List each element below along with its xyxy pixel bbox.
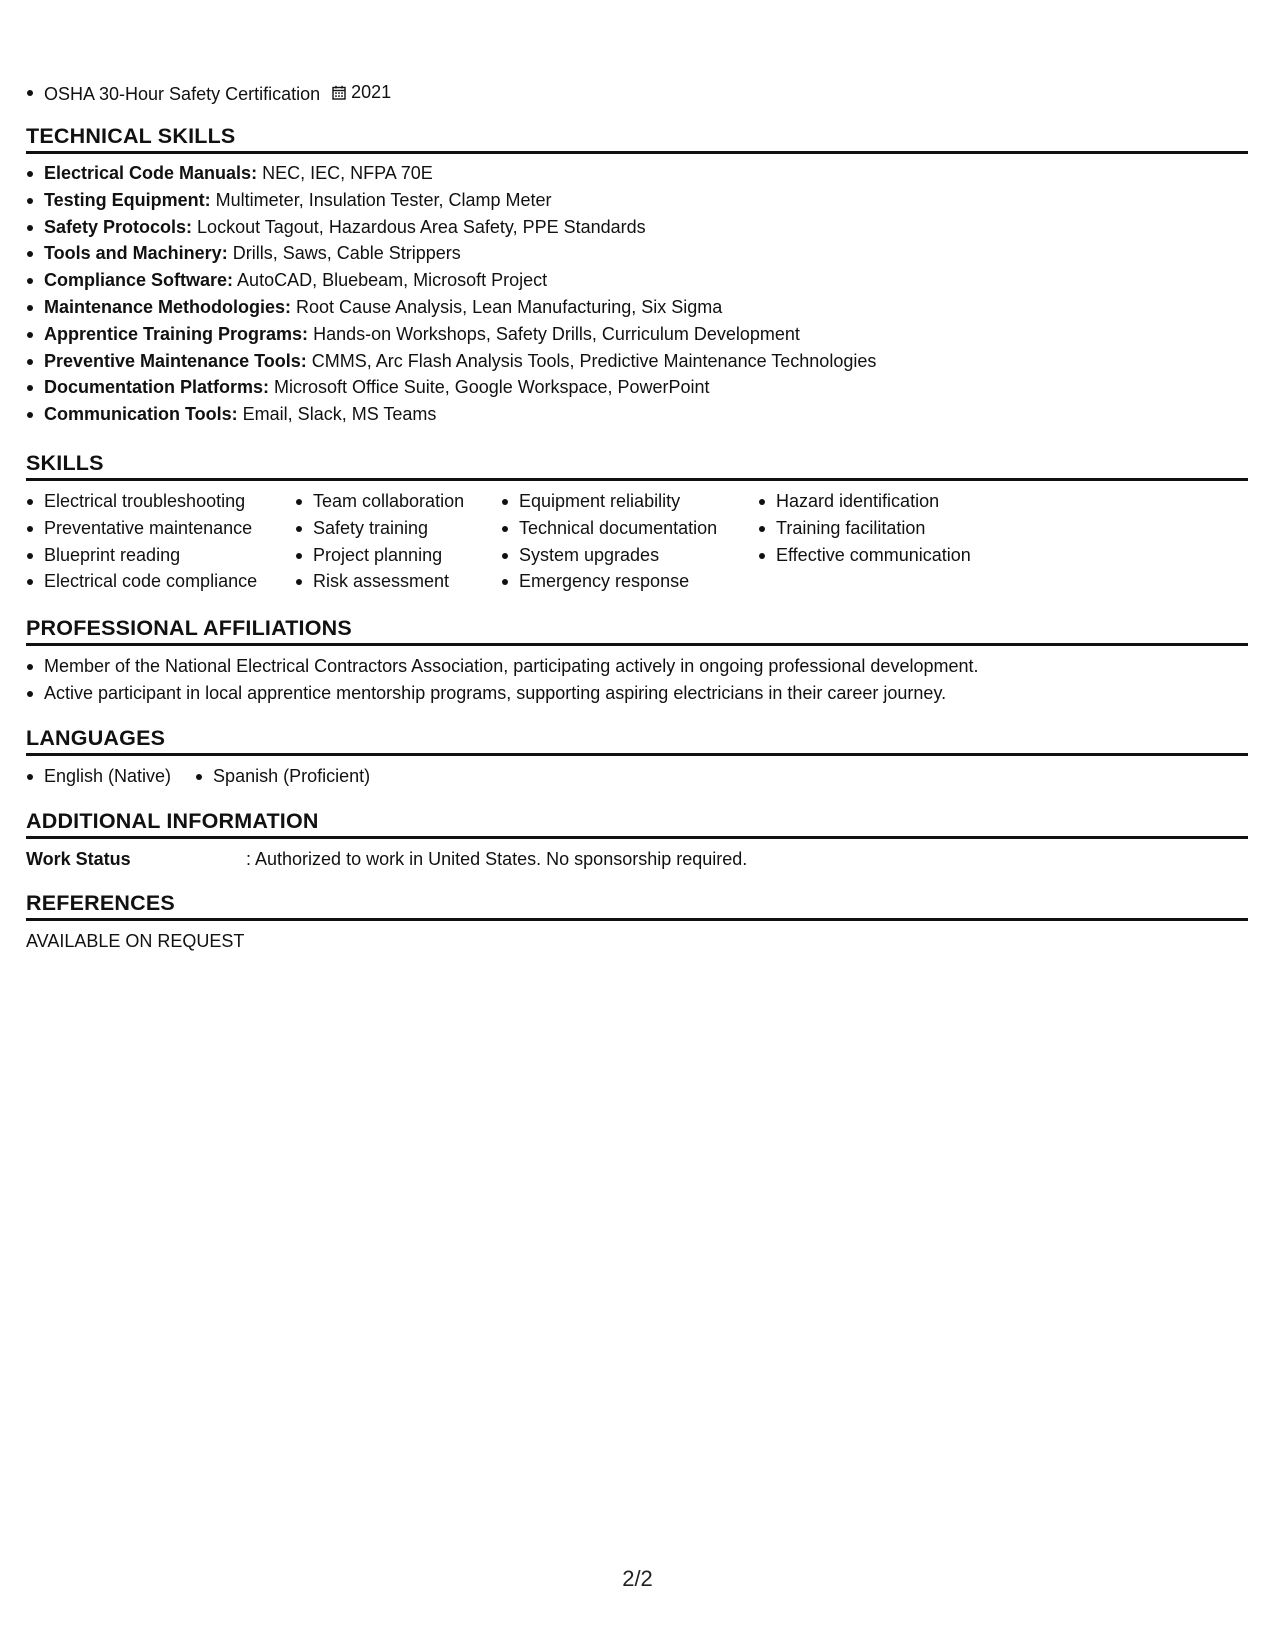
skill-category: Tools and Machinery: [44,243,228,264]
skill-category: Documentation Platforms: [44,377,270,398]
list-item: Team collaboration [295,488,501,515]
info-key: Work Status [26,849,131,869]
list-item: English (Native) [26,763,171,790]
skill-values: CMMS, Arc Flash Analysis Tools, Predictive Maintenance Technologies [306,350,877,371]
list-item [26,294,1248,321]
skills-column [758,488,1018,595]
list-item [26,214,1248,241]
page-number: 2/2 [622,1566,653,1591]
references-section [26,888,1248,955]
list-item: Spanish (Proficient) [195,763,370,790]
skill-category: Communication Tools: [44,404,238,425]
section-title: SKILLS [26,448,1248,481]
section-title: PROFESSIONAL AFFILIATIONS [26,613,1248,646]
skill-values: Microsoft Office Suite, Google Workspace, PowerPoint [269,377,710,398]
list-item: System upgrades [501,542,758,569]
skills-column [501,488,758,595]
technical-skills-section [26,121,1248,428]
list-item: Equipment reliability [501,488,758,515]
info-value: : Authorized to work in United States. No sponsorship required. [246,849,748,869]
additional-info-section [26,806,1248,873]
skill-values: Hands-on Workshops, Safety Drills, Curriculum Development [308,323,800,344]
calendar-icon [332,85,346,100]
skills-grid [26,488,1248,595]
certifications-list [26,79,391,108]
list-item: Electrical troubleshooting [26,488,295,515]
list-item [26,240,1248,267]
certification-name: OSHA 30-Hour Safety Certification [44,83,321,104]
list-item: Electrical code compliance [26,568,295,595]
skill-category: Safety Protocols: [44,216,193,237]
list-item: Preventative maintenance [26,515,295,542]
skill-category: Electrical Code Manuals: [44,163,258,183]
skill-values: Email, Slack, MS Teams [237,404,437,425]
list-item [26,348,1248,375]
languages-section [26,723,1248,790]
list-item [26,401,1248,428]
list-item: Project planning [295,542,501,569]
languages-list [26,763,1248,790]
skill-values: Lockout Tagout, Hazardous Area Safety, PPE Standards [192,216,646,237]
skill-category: Compliance Software: [44,270,234,291]
affiliations-list [26,653,1248,707]
list-item [26,374,1248,401]
list-item: Emergency response [501,568,758,595]
skill-category: Apprentice Training Programs: [44,323,309,344]
affiliations-section [26,613,1248,707]
list-item: Hazard identification [758,488,1018,515]
section-title: ADDITIONAL INFORMATION [26,806,1248,839]
section-title: REFERENCES [26,888,1248,921]
skills-column [26,488,295,595]
skill-values: NEC, IEC, NFPA 70E [257,163,433,183]
list-item: Safety training [295,515,501,542]
skills-column [295,488,501,595]
list-item [26,160,1248,187]
skill-values: Drills, Saws, Cable Strippers [227,243,461,264]
skill-values: AutoCAD, Bluebeam, Microsoft Project [233,270,548,291]
list-item: Risk assessment [295,568,501,595]
skills-section [26,448,1248,595]
list-item: Training facilitation [758,515,1018,542]
skill-values: Multimeter, Insulation Tester, Clamp Meter [210,189,552,210]
list-item: Blueprint reading [26,542,295,569]
list-item [26,321,1248,348]
section-title: TECHNICAL SKILLS [26,121,1248,154]
list-item: Effective communication [758,542,1018,569]
skill-category: Testing Equipment: [44,189,211,210]
skill-category: Maintenance Methodologies: [44,296,292,317]
info-row [26,846,1248,873]
skill-values: Root Cause Analysis, Lean Manufacturing, Six Sigma [291,296,723,317]
certification-date [332,79,391,106]
list-item [26,267,1248,294]
list-item: Technical documentation [501,515,758,542]
list-item [26,79,391,108]
certification-year: 2021 [351,82,392,102]
skill-category: Preventive Maintenance Tools: [44,350,307,371]
list-item [26,187,1248,214]
references-text: AVAILABLE ON REQUEST [26,931,245,951]
section-title: LANGUAGES [26,723,1248,756]
list-item: Active participant in local apprentice mentorship programs, supporting aspiring electricians in their career journey. [26,680,1248,707]
list-item: Member of the National Electrical Contractors Association, participating actively in ongoing professional development. [26,653,1248,680]
technical-skills-list [26,160,1248,428]
